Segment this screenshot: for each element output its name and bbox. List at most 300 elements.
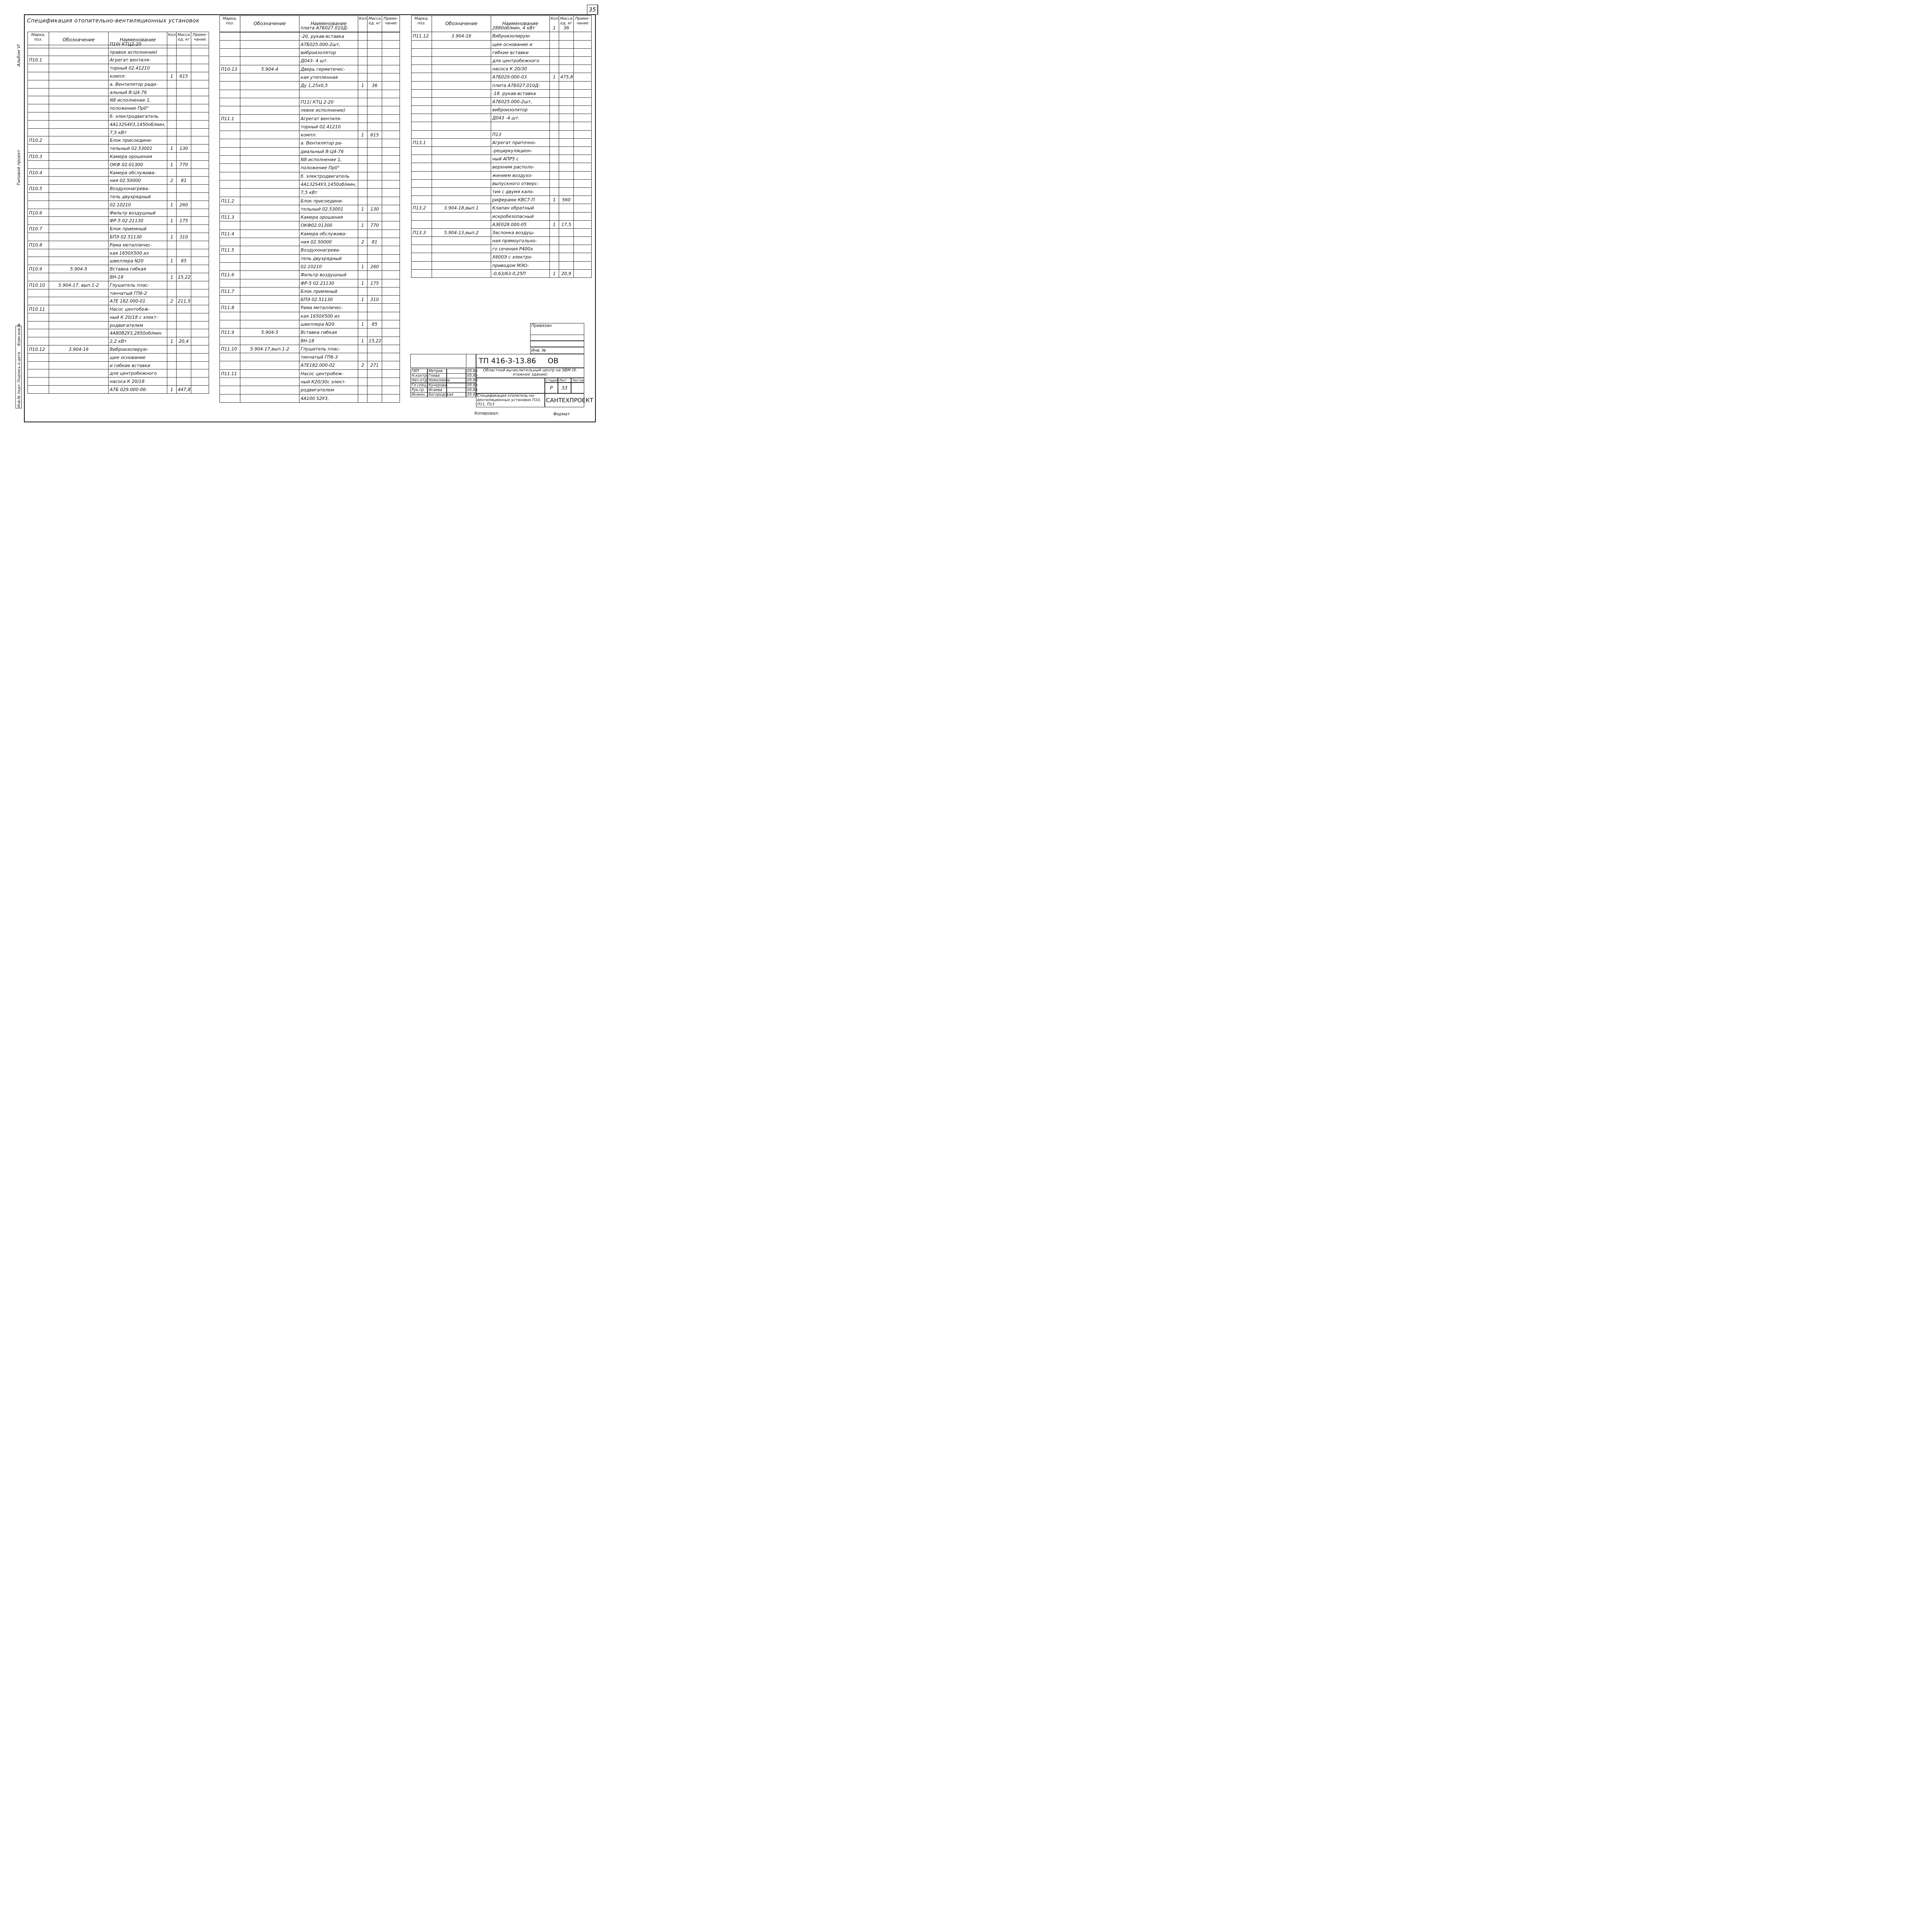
cell-note [382,353,400,361]
sheet-value: 33 [558,383,571,393]
cell-qty [167,241,177,249]
cell-qty [167,305,177,313]
cell-note [191,241,209,249]
cell-mass [367,180,382,189]
cell-mark [220,24,240,32]
sheet-header: Лист [558,378,571,383]
cell-note [191,297,209,305]
cell-mass [559,41,574,49]
cell-qty: 1 [550,73,559,81]
cell-mark [412,73,432,81]
cell-note [574,106,592,114]
cell-qty [167,56,177,64]
cell-note [191,145,209,153]
cell-qty [358,189,367,197]
cell-mass [559,90,574,98]
cell-qty: 1 [167,217,177,225]
cell-qty [358,271,367,279]
cell-mark [220,180,240,189]
cell-mark [220,49,240,57]
cell-mark [220,320,240,328]
cell-designation [432,188,491,196]
cell-note [382,221,400,230]
cell-qty: 1 [358,263,367,271]
cell-designation [432,57,491,65]
cell-note [574,172,592,180]
cell-qty: 1 [167,386,177,394]
cell-name: ВН-18 [299,337,358,345]
cell-designation [49,233,109,241]
cell-mass [559,57,574,65]
cell-mark: П13.1 [412,139,432,147]
cell-designation [240,189,299,197]
cell-designation [432,65,491,73]
cell-designation [240,106,299,114]
cell-mass [177,241,191,249]
cell-name: левое исполнение) [299,106,358,114]
cell-note [382,386,400,394]
cell-name: А7Б029.000-03 [491,73,550,81]
cell-note [191,321,209,330]
cell-name: 2,2 кВт [109,337,167,345]
cell-qty [167,321,177,330]
cell-mass [367,24,382,32]
cell-qty: 1 [167,337,177,345]
cell-name: 7,5 кВт [109,129,167,137]
cell-designation [432,163,491,171]
cell-designation [432,253,491,261]
cell-name: а. Вентилятор ради- [109,80,167,88]
staff-role: ГИП [410,369,427,374]
header-note: Приме-чание [574,16,592,32]
cell-mark [220,131,240,139]
cell-mass [367,98,382,106]
cell-designation [240,115,299,123]
cell-mark [28,378,49,386]
cell-mass [177,225,191,233]
cell-note [191,265,209,273]
cell-qty [550,106,559,114]
cell-qty [358,139,367,147]
cell-designation [432,172,491,180]
cell-mass [367,213,382,221]
cell-name: А7Е 182.000-01 [109,297,167,305]
cell-note [382,24,400,32]
cell-designation [240,304,299,312]
spec-table-2 [219,15,400,403]
cell-name: -рециркуляцион- [491,147,550,155]
cell-designation [432,139,491,147]
cell-name: компл: [299,131,358,139]
cell-qty: 1 [358,131,367,139]
cell-mark [28,386,49,394]
cell-designation: 5.904-17, вып.1-2 [49,281,109,289]
cell-mass: 310 [177,233,191,241]
cell-mass [177,369,191,378]
cell-mark: П10.5 [28,185,49,193]
cell-designation [240,90,299,98]
staff-signature [447,369,466,374]
header-mass: Масса ед, кг [367,16,382,32]
cell-qty [167,136,177,145]
cell-mass [559,32,574,40]
cell-mass [367,32,382,41]
cell-mass [559,147,574,155]
cell-designation [432,245,491,253]
cell-note [574,131,592,139]
cell-qty [550,253,559,261]
cell-note [191,233,209,241]
cell-mass [177,153,191,161]
cell-mark [412,196,432,204]
cell-qty [550,82,559,90]
cell-name: Воздухонагрева- [299,246,358,254]
cell-mark: П10.4 [28,169,49,177]
cell-mark [220,205,240,213]
cell-mark: П13.2 [412,204,432,212]
cell-qty: 1 [358,221,367,230]
cell-designation [49,321,109,330]
cell-qty [167,345,177,354]
cell-name: Глушитель плас- [109,281,167,289]
cell-qty [358,57,367,65]
cell-mark [412,155,432,163]
cell-mass [367,230,382,238]
cell-mark [220,57,240,65]
cell-note [191,305,209,313]
cell-mass [367,255,382,263]
sheet-title: Спецификация отопитель-но-вентиляционных установок П10, П11, П13 [476,393,545,407]
cell-designation [432,106,491,114]
cell-mark [28,145,49,153]
cell-note [382,263,400,271]
cell-mark: П13.3 [412,229,432,237]
cell-mark [412,82,432,90]
cell-mark [220,82,240,90]
header-name: Наименование [109,32,167,45]
cell-qty [358,106,367,114]
cell-qty [358,345,367,353]
cell-qty [167,329,177,337]
cell-name: N8 исполнение 1, [299,156,358,164]
cell-name: -18. рукав-вставка [491,90,550,98]
cell-designation [240,172,299,180]
cell-note [382,148,400,156]
spec-table-1 [27,32,209,394]
cell-name: родвигателем [109,321,167,330]
cell-designation [432,270,491,278]
cell-name: плита А7Б027.010Д- [491,82,550,90]
cell-mark [412,49,432,57]
cell-name: П13 [491,131,550,139]
cell-qty [167,112,177,121]
cell-name: плита А7Б027.010Д- [299,24,358,32]
cell-designation [49,273,109,281]
strip-sign-label: Подпись и дата [17,352,21,383]
cell-mark [220,189,240,197]
cell-name: и гибкие вставки [109,362,167,370]
cell-name: Камера обслужива- [109,169,167,177]
cell-note [191,185,209,193]
cell-name: Фильтр воздушный [109,209,167,217]
cell-qty [167,153,177,161]
cell-qty [358,49,367,57]
cell-note [382,49,400,57]
cell-qty: 1 [167,233,177,241]
cell-mark [220,139,240,147]
cell-mark [28,64,49,72]
cell-note [382,172,400,180]
cell-designation [240,213,299,221]
header-qty: Кол. [167,32,177,45]
cell-name: родвигателем [299,386,358,394]
cell-name: 02.10210 [299,263,358,271]
cell-designation [49,153,109,161]
cell-mass [367,287,382,296]
header-mark: Марка, поз. [412,16,432,32]
cell-note [382,131,400,139]
cell-qty [358,395,367,403]
cell-designation: 5.904-5 [49,265,109,273]
cell-designation [240,49,299,57]
cell-designation [240,279,299,287]
cell-designation [240,230,299,238]
cell-mass [367,370,382,378]
cell-name: го сечения Р400х [491,245,550,253]
cell-designation [49,193,109,201]
cell-qty: 1 [358,205,367,213]
cell-qty [167,249,177,257]
cell-name: Рама металличес- [299,304,358,312]
cell-mark [220,172,240,180]
cell-designation [240,180,299,189]
cell-mark [220,255,240,263]
header-note: Приме-чание [382,16,400,32]
cell-mass [559,245,574,253]
cell-mark: П11.8 [220,304,240,312]
cell-mass [177,265,191,273]
cell-note [191,169,209,177]
cell-name: П10( КТЦ2-20 [109,40,167,48]
cell-mass [367,386,382,394]
cell-note [191,72,209,80]
cell-designation: 5.904-17,вып.1-2 [240,345,299,353]
cell-note [574,57,592,65]
cell-mass: 130 [177,145,191,153]
cell-designation [49,56,109,64]
cell-designation [240,271,299,279]
cell-name: 4А132S4У3,1450об/мин, [299,180,358,189]
cell-mark [28,177,49,185]
cell-mass: 81 [177,177,191,185]
cell-note [382,41,400,49]
cell-designation [240,353,299,361]
cell-mark [412,65,432,73]
cell-mass: 85 [177,257,191,265]
cell-note [191,225,209,233]
cell-mark: П10.2 [28,136,49,145]
cell-designation [49,297,109,305]
cell-mass [177,96,191,104]
cell-note [382,98,400,106]
cell-mass: 20,4 [177,337,191,345]
cell-mass [177,249,191,257]
cell-qty: 1 [167,161,177,169]
cell-note [382,213,400,221]
cell-qty [358,41,367,49]
cell-name: швеллера N20 [109,257,167,265]
cell-designation: 3.904-16 [432,32,491,40]
cell-qty [167,48,177,56]
privyazan-row [530,335,584,341]
cell-name: Камера орошения [299,213,358,221]
cell-qty [358,24,367,32]
cell-designation [49,169,109,177]
cell-mark [28,161,49,169]
cell-qty [167,225,177,233]
cell-note [382,378,400,386]
cell-note [191,104,209,112]
cell-mark [220,378,240,386]
cell-designation [432,221,491,229]
cell-note [574,122,592,130]
cell-designation [432,155,491,163]
cell-note [574,229,592,237]
cell-mass [177,378,191,386]
staff-date: 05.85 [466,388,476,393]
cell-qty [167,313,177,321]
sheets-header: Листов [571,378,584,383]
cell-note [574,73,592,81]
cell-name: ФР-5 02.21130 [299,279,358,287]
cell-designation [49,362,109,370]
cell-mark [220,279,240,287]
cell-qty: 1 [358,82,367,90]
cell-designation [49,80,109,88]
cell-name: Х600Э с электро- [491,253,550,261]
cell-mass [177,40,191,48]
cell-mark [28,313,49,321]
cell-name: Блок присоедини- [109,136,167,145]
spec-title: Спецификация отопительно-вентиляционных установок [27,18,200,24]
cell-mark [412,180,432,188]
cell-note [382,57,400,65]
cell-qty [167,369,177,378]
cell-mass: 615 [177,72,191,80]
cell-designation [49,112,109,121]
cell-mark [28,88,49,97]
cell-name: Блок приемный [109,225,167,233]
cell-qty [358,312,367,320]
cell-qty [550,155,559,163]
cell-mass [177,354,191,362]
cell-name: для центробежного [491,57,550,65]
cell-name: кая утепленная [299,73,358,82]
cell-mark [28,193,49,201]
cell-mark [28,104,49,112]
cell-note [382,246,400,254]
cell-note [574,253,592,261]
cell-name: ния 02.50000 [109,177,167,185]
cell-name: швеллера N20 [299,320,358,328]
cell-mark [28,129,49,137]
stamp-blank [466,354,476,368]
cell-qty [550,237,559,245]
cell-qty [550,262,559,270]
cell-note [382,345,400,353]
cell-mass [367,123,382,131]
cell-mass [367,65,382,73]
cell-note [191,136,209,145]
cell-mark: П11.2 [220,197,240,205]
cell-note [191,354,209,362]
cell-mass [367,73,382,82]
cell-designation: 3.904-16 [49,345,109,354]
cell-mark [412,188,432,196]
cell-note [382,115,400,123]
cell-qty [550,122,559,130]
cell-mark: П10.7 [28,225,49,233]
cell-name: БПЭ 02.51130 [109,233,167,241]
cell-mass: 615 [367,131,382,139]
cell-note [191,64,209,72]
cell-mark [220,41,240,49]
cell-designation [240,238,299,246]
cell-qty [167,289,177,298]
cell-qty [550,139,559,147]
cell-name: Дверь герметичес- [299,65,358,73]
cell-name: Блок присоедини- [299,197,358,205]
cell-name: для центробежного [109,369,167,378]
cell-qty [358,90,367,98]
cell-name: Вставка гибкая [109,265,167,273]
stage-header: Стадия [545,378,558,383]
cell-name: гибкие вставки [491,49,550,57]
cell-designation [240,378,299,386]
cell-mass: 15,22 [177,273,191,281]
cell-name: верхним располо- [491,163,550,171]
cell-mark [28,362,49,370]
cell-mark: П11.1 [220,115,240,123]
cell-mark [412,163,432,171]
cell-mark: П11.12 [412,32,432,40]
cell-mass [367,106,382,114]
cell-designation [240,73,299,82]
cell-mark [412,122,432,130]
cell-qty: 2 [358,361,367,369]
cell-name: а. Вентилятор ра- [299,139,358,147]
staff-signature [447,378,466,383]
cell-name: тельный 02.53001 [109,145,167,153]
cell-qty [167,378,177,386]
cell-mass [367,41,382,49]
cell-mark [412,24,432,32]
cell-mark [28,369,49,378]
cell-mark [412,98,432,106]
cell-designation [49,129,109,137]
cell-note [191,313,209,321]
cell-mass [177,305,191,313]
cell-name: Камера обслужива- [299,230,358,238]
cell-designation [49,48,109,56]
cell-mass [559,163,574,171]
cell-note [382,287,400,296]
cell-mass: 175 [177,217,191,225]
header-qty: Кол. [550,16,559,32]
stamp-blank [410,354,466,368]
cell-qty [358,328,367,337]
cell-name: альный В-Ц4-76 [109,88,167,97]
